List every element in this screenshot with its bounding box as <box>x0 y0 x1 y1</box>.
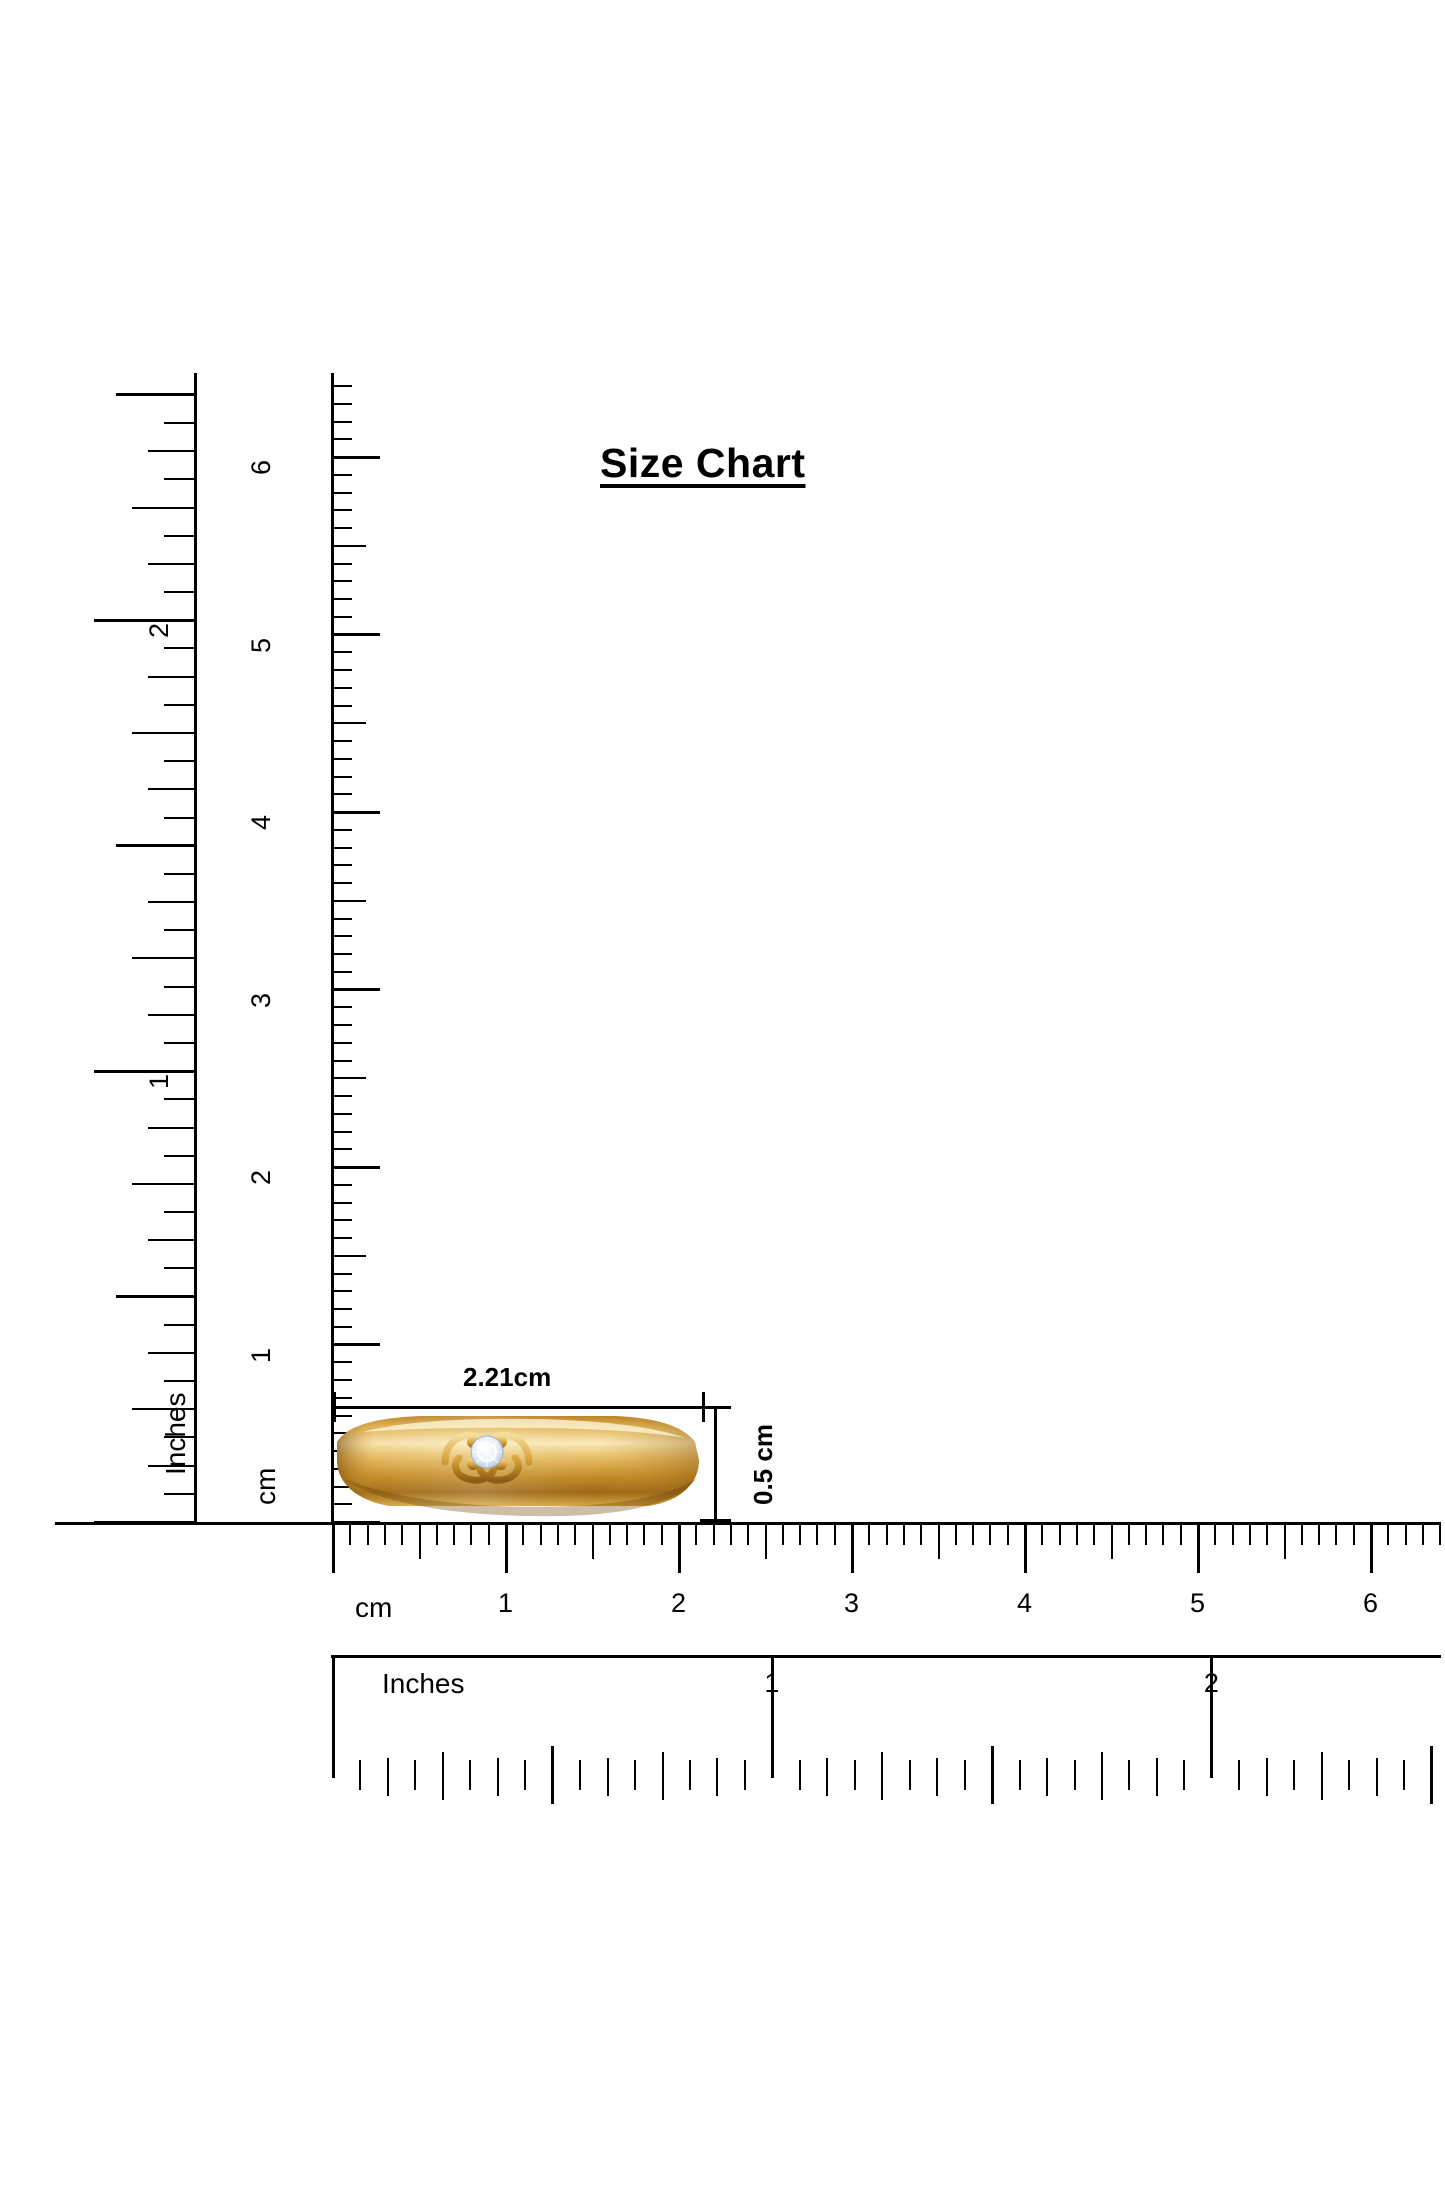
ruler-tick <box>334 705 352 707</box>
ruler-tick <box>765 1525 767 1559</box>
ruler-tick <box>816 1525 818 1545</box>
ruler-tick <box>1007 1525 1009 1545</box>
ruler-tick <box>1238 1760 1240 1790</box>
ruler-tick <box>909 1760 911 1790</box>
ruler-tick <box>148 1239 194 1241</box>
ruler-tick <box>132 957 194 959</box>
horizontal-cm-tick-label: 3 <box>844 1588 860 1618</box>
ruler-tick <box>334 1361 352 1363</box>
ruler-tick <box>334 1006 352 1008</box>
ruler-tick <box>334 1166 380 1169</box>
ruler-tick <box>442 1752 444 1800</box>
width-measurement-label: 2.21cm <box>463 1362 552 1392</box>
ruler-tick <box>334 988 380 991</box>
ruler-tick <box>334 1202 352 1204</box>
ruler-tick <box>826 1758 828 1796</box>
ruler-tick <box>334 811 380 814</box>
ruler-tick <box>334 722 366 724</box>
height-dimension-line <box>714 1406 717 1522</box>
ruler-tick <box>334 935 352 937</box>
horizontal-cm-tick-label: 2 <box>671 1588 687 1618</box>
ruler-tick <box>334 1326 352 1328</box>
ruler-tick <box>989 1525 991 1545</box>
vertical-cm-tick-label: 3 <box>246 992 276 1008</box>
height-dimension-cap-top <box>700 1406 731 1409</box>
ruler-tick <box>334 651 352 653</box>
ruler-tick <box>1024 1525 1027 1573</box>
ruler-tick <box>1183 1760 1185 1790</box>
ruler-tick <box>1041 1525 1043 1545</box>
ruler-tick <box>661 1525 663 1545</box>
ruler-tick <box>1093 1525 1095 1545</box>
ruler-tick <box>164 1267 194 1269</box>
ruler-tick <box>334 421 352 423</box>
ruler-tick <box>164 1324 194 1326</box>
ruler-tick <box>164 986 194 988</box>
ruler-tick <box>334 1237 352 1239</box>
ruler-tick <box>132 1183 194 1185</box>
ruler-tick <box>592 1525 594 1559</box>
ruler-tick <box>384 1525 386 1545</box>
ruler-tick <box>116 393 194 396</box>
ruler-tick <box>574 1525 576 1545</box>
ruler-tick <box>334 1024 352 1026</box>
ruler-tick <box>164 929 194 931</box>
ruler-tick <box>359 1760 361 1790</box>
ruler-tick <box>334 474 352 476</box>
ruler-tick <box>334 1273 352 1275</box>
ruler-tick <box>334 1397 352 1399</box>
ruler-tick <box>334 545 366 547</box>
ruler-tick <box>334 438 352 440</box>
ruler-tick <box>1046 1758 1048 1796</box>
ruler-tick <box>643 1525 645 1545</box>
ruler-tick <box>334 776 352 778</box>
ruler-tick <box>1348 1760 1350 1790</box>
ruler-tick <box>540 1525 542 1545</box>
ruler-tick <box>164 1380 194 1382</box>
ruler-tick <box>920 1525 922 1545</box>
ruler-tick <box>334 740 352 742</box>
ruler-tick <box>148 901 194 903</box>
ruler-tick <box>164 591 194 593</box>
ruler-tick <box>148 1352 194 1354</box>
ruler-tick <box>1249 1525 1251 1545</box>
ruler-tick <box>332 1658 335 1778</box>
ruler-tick <box>1232 1525 1234 1545</box>
ruler-tick <box>164 535 194 537</box>
vertical-inches-unit-label: Inches <box>160 1392 191 1475</box>
ruler-tick <box>1403 1760 1405 1790</box>
ruler-tick <box>972 1525 974 1545</box>
ruler-tick <box>799 1525 801 1545</box>
ruler-tick <box>1074 1760 1076 1790</box>
ruler-tick <box>1197 1525 1200 1573</box>
ruler-tick <box>334 598 352 600</box>
horizontal-cm-unit-label: cm <box>355 1592 393 1623</box>
ruler-tick <box>1439 1525 1441 1545</box>
ruler-tick <box>1128 1525 1130 1545</box>
ruler-tick <box>1101 1752 1103 1800</box>
ruler-tick <box>334 1184 352 1186</box>
ruler-tick <box>1266 1525 1268 1545</box>
ruler-tick <box>148 563 194 565</box>
ruler-tick <box>334 385 352 387</box>
ruler-tick <box>334 616 352 618</box>
ruler-tick <box>334 403 352 405</box>
ruler-tick <box>334 687 352 689</box>
width-dimension-cap-left <box>333 1392 336 1422</box>
ruler-tick <box>626 1525 628 1545</box>
ruler-tick <box>1076 1525 1078 1545</box>
ruler-tick <box>132 507 194 509</box>
horizontal-inches-unit-label: Inches <box>382 1668 465 1699</box>
ruler-tick <box>334 758 352 760</box>
ruler-tick <box>851 1525 854 1573</box>
width-dimension-line <box>333 1406 705 1409</box>
ruler-tick <box>132 732 194 734</box>
ruler-tick <box>414 1760 416 1790</box>
ruler-tick <box>334 1379 352 1381</box>
ruler-tick <box>1321 1752 1323 1800</box>
ruler-tick <box>349 1525 351 1545</box>
height-dimension-cap-bottom <box>700 1519 731 1522</box>
ruler-tick <box>1111 1525 1113 1559</box>
page-title: Size Chart <box>600 440 806 486</box>
ruler-tick <box>497 1758 499 1796</box>
ruler-tick <box>868 1525 870 1545</box>
ruler-tick <box>524 1760 526 1790</box>
ruler-tick <box>436 1525 438 1545</box>
ruler-tick <box>401 1525 403 1545</box>
ruler-tick <box>505 1525 508 1573</box>
ruler-tick <box>881 1752 883 1800</box>
ruler-tick <box>1430 1746 1433 1804</box>
ruler-tick <box>334 1077 366 1079</box>
ruler-tick <box>334 864 352 866</box>
ruler-tick <box>730 1525 732 1545</box>
ruler-tick <box>94 1070 194 1073</box>
vertical-inches-tick-label: 2 <box>144 623 174 639</box>
ruler-tick <box>964 1760 966 1790</box>
ruler-tick <box>334 847 352 849</box>
ruler-tick <box>164 478 194 480</box>
ruler-tick <box>713 1525 715 1545</box>
ruler-tick <box>1422 1525 1424 1545</box>
ruler-tick <box>1335 1525 1337 1545</box>
ruler-tick <box>854 1760 856 1790</box>
ruler-tick <box>164 1211 194 1213</box>
ruler-tick <box>334 900 366 902</box>
ruler-tick <box>148 450 194 452</box>
ruler-tick <box>1405 1525 1407 1545</box>
ruler-tick <box>332 1525 335 1573</box>
ruler-tick <box>579 1760 581 1790</box>
ruler-tick <box>164 817 194 819</box>
ruler-tick <box>1387 1525 1389 1545</box>
ruler-tick <box>744 1760 746 1790</box>
ruler-tick <box>1019 1760 1021 1790</box>
ruler-tick <box>334 882 352 884</box>
ruler-tick <box>334 829 352 831</box>
vertical-inches-tick-label: 1 <box>144 1074 174 1090</box>
ruler-tick <box>148 676 194 678</box>
ruler-tick <box>1284 1525 1286 1559</box>
vertical-cm-tick-label: 2 <box>246 1169 276 1185</box>
ruler-tick <box>469 1760 471 1790</box>
ruler-tick <box>1370 1525 1373 1573</box>
ruler-tick <box>164 647 194 649</box>
ruler-tick <box>334 580 352 582</box>
ruler-tick <box>678 1525 681 1573</box>
ruler-tick <box>557 1525 559 1545</box>
ruler-tick <box>609 1525 611 1545</box>
ruler-tick <box>938 1525 940 1559</box>
vertical-cm-unit-label: cm <box>250 1467 281 1505</box>
ruler-tick <box>334 669 352 671</box>
ruler-tick <box>334 1060 352 1062</box>
ruler-tick <box>164 1098 194 1100</box>
ruler-tick <box>334 633 380 636</box>
ruler-tick <box>334 1113 352 1115</box>
ruler-tick <box>1376 1758 1378 1796</box>
ruler-tick <box>334 971 352 973</box>
ruler-tick <box>634 1760 636 1790</box>
ruler-tick <box>1301 1525 1303 1545</box>
ruler-tick <box>1214 1525 1216 1545</box>
ruler-tick <box>334 1255 366 1257</box>
ruler-tick <box>1059 1525 1061 1545</box>
ruler-tick <box>94 1521 194 1524</box>
vertical-cm-tick-label: 1 <box>246 1347 276 1363</box>
ruler-tick <box>148 1127 194 1129</box>
ruler-tick <box>955 1525 957 1545</box>
horizontal-inches-tick-label: 1 <box>764 1668 780 1698</box>
ruler-tick <box>334 793 352 795</box>
ruler-tick <box>334 1343 380 1346</box>
ruler-tick <box>419 1525 421 1559</box>
ruler-tick <box>1266 1758 1268 1796</box>
ruler-tick <box>387 1758 389 1796</box>
ruler-tick <box>834 1525 836 1545</box>
ruler-tick <box>1162 1525 1164 1545</box>
ruler-tick <box>94 619 194 622</box>
horizontal-cm-tick-label: 6 <box>1363 1588 1379 1618</box>
horizontal-inches-tick-label: 2 <box>1203 1668 1219 1698</box>
ruler-tick <box>334 456 380 459</box>
ruler-tick <box>1318 1525 1320 1545</box>
ruler-tick <box>334 492 352 494</box>
ruler-tick <box>747 1525 749 1545</box>
ruler-tick <box>782 1525 784 1545</box>
ruler-tick <box>164 760 194 762</box>
ruler-tick <box>334 1148 352 1150</box>
ruler-tick <box>1180 1525 1182 1545</box>
ruler-tick <box>334 1308 352 1310</box>
ruler-tick <box>662 1752 664 1800</box>
ruler-tick <box>936 1758 938 1796</box>
ruler-tick <box>164 422 194 424</box>
ruler-tick <box>1353 1525 1355 1545</box>
ruler-tick <box>334 527 352 529</box>
vertical-cm-tick-label: 5 <box>246 637 276 653</box>
horizontal-cm-tick-label: 1 <box>498 1588 514 1618</box>
ruler-tick <box>886 1525 888 1545</box>
ruler-tick <box>903 1525 905 1545</box>
ruler-tick <box>488 1525 490 1545</box>
ruler-tick <box>334 1095 352 1097</box>
ruler-tick <box>799 1760 801 1790</box>
ruler-tick <box>334 1131 352 1133</box>
ruler-tick <box>164 1042 194 1044</box>
horizontal-cm-tick-label: 4 <box>1017 1588 1033 1618</box>
height-measurement-label: 0.5 cm <box>748 1424 778 1505</box>
horizontal-inches-axis <box>331 1655 1441 1658</box>
vertical-cm-tick-label: 6 <box>246 459 276 475</box>
ruler-tick <box>1293 1760 1295 1790</box>
ruler-tick <box>607 1758 609 1796</box>
ruler-tick <box>116 844 194 847</box>
ruler-tick <box>453 1525 455 1545</box>
ruler-tick <box>334 953 352 955</box>
horizontal-cm-tick-label: 5 <box>1190 1588 1206 1618</box>
ruler-tick <box>551 1746 554 1804</box>
ruler-tick <box>164 1493 194 1495</box>
ruler-tick <box>1156 1758 1158 1796</box>
ruler-tick <box>164 873 194 875</box>
ruler-tick <box>522 1525 524 1545</box>
vertical-cm-tick-label: 4 <box>246 814 276 830</box>
ruler-tick <box>1128 1760 1130 1790</box>
ruler-tick <box>334 918 352 920</box>
ruler-tick <box>334 1290 352 1292</box>
ruler-tick <box>1145 1525 1147 1545</box>
ruler-tick <box>116 1295 194 1298</box>
ruler-tick <box>148 1014 194 1016</box>
ruler-tick <box>367 1525 369 1545</box>
ruler-tick <box>695 1525 697 1545</box>
ruler-tick <box>334 1042 352 1044</box>
product-image-gold-ring <box>333 1408 703 1520</box>
ruler-tick <box>334 1219 352 1221</box>
ruler-tick <box>148 788 194 790</box>
ruler-tick <box>470 1525 472 1545</box>
ruler-tick <box>689 1760 691 1790</box>
ruler-tick <box>716 1758 718 1796</box>
ruler-tick <box>334 509 352 511</box>
ruler-tick <box>334 563 352 565</box>
ruler-tick <box>164 704 194 706</box>
ruler-tick <box>991 1746 994 1804</box>
ruler-tick <box>164 1155 194 1157</box>
vertical-inches-axis <box>194 373 197 1525</box>
